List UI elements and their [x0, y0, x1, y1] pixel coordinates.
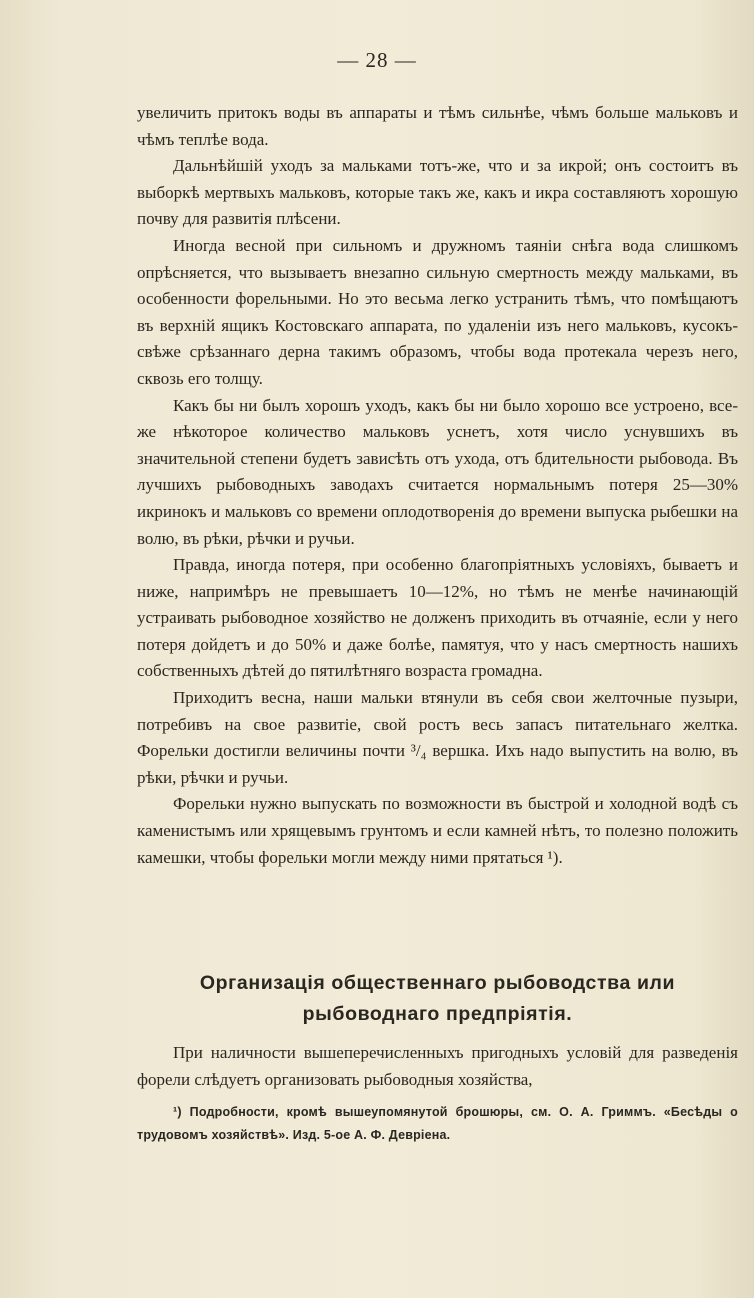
- page-number: — 28 —: [337, 48, 417, 72]
- paragraph: Правда, иногда потеря, при особенно благопріятныхъ условіяхъ, бываетъ и ниже, напримѣръ не превышаетъ 10—12%, но тѣмъ не менѣе начинающій устраивать рыбоводное хозяйство не долженъ приходить въ отчаяніе, если у него потеря дойдетъ и до 50% и даже болѣе, памятуя, что у насъ смертность нашихъ собственныхъ дѣтей до пятилѣтняго возраста громадна.: [137, 555, 738, 681]
- paragraph: Дальнѣйшій уходъ за мальками тотъ-же, что и за икрой; онъ состоитъ въ выборкѣ мертвыхъ мальковъ, которые такъ же, какъ и икра составляютъ хорошую почву для развитія плѣсени.: [137, 156, 738, 229]
- section-heading: Организація общественнаго рыбоводства или рыбоводнаго предпріятія.: [199, 972, 676, 1025]
- footnote-text: ¹) Подробности, кромѣ вышеупомянутой брошюры, см. О. А. Гриммъ. «Бесѣды о трудовомъ хозяйствѣ». Изд. 5-ое А. Ф. Девріена.: [137, 1105, 738, 1142]
- paragraph: При наличности вышеперечисленныхъ пригодныхъ условій для разведенія форели слѣдуетъ организовать рыбоводныя хозяйства,: [137, 1043, 738, 1089]
- paragraph: Какъ бы ни былъ хорошъ уходъ, какъ бы ни было хорошо все устроено, все-же нѣкоторое количество мальковъ уснетъ, хотя число уснувшихъ въ значительной степени будетъ зависѣть отъ ухода, отъ бдительности рыбовода. Въ лучшихъ рыбоводныхъ заводахъ считается нормальнымъ потеря 25—30% икринокъ и мальковъ со времени оплодотворенія до времени выпуска рыбешки на волю, въ рѣки, рѣчки и ручьи.: [137, 395, 738, 548]
- body-text: [137, 100, 738, 871]
- paragraph: Иногда весной при сильномъ и дружномъ таяніи снѣга вода слишкомъ опрѣсняется, что вызываетъ внезапно сильную смертность между мальками, въ особенности форельными. Но это весьма легко устранить тѣмъ, что помѣщаютъ въ верхній ящикъ Костовскаго аппарата, по удаленіи изъ него мальковъ, кусокъ-свѣже срѣзаннаго дерна такимъ образомъ, чтобы вода протекала черезъ него, сквозь его толщу.: [137, 235, 738, 388]
- paragraph: Форельки нужно выпускать по возможности въ быстрой и холодной водѣ съ каменистымъ или хрящевымъ грунтомъ и если камней нѣтъ, то полезно положить камешки, чтобы форельки могли между ними прятаться ¹).: [137, 794, 738, 867]
- paragraph: Приходитъ весна, наши мальки втянули въ себя свои желточные пузыри, потребивъ на свое развитіе, свой ростъ весь запасъ питательнаго желтка. Форельки достигли величины почти ³/₄ вершка. Ихъ надо выпустить на волю, въ рѣки, рѣчки и ручьи.: [137, 688, 738, 787]
- section-body: [137, 1040, 738, 1093]
- footnote: [137, 1101, 738, 1147]
- paragraph: увеличить притокъ воды въ аппараты и тѣмъ сильнѣе, чѣмъ больше мальковъ и чѣмъ теплѣе вода.: [137, 103, 738, 149]
